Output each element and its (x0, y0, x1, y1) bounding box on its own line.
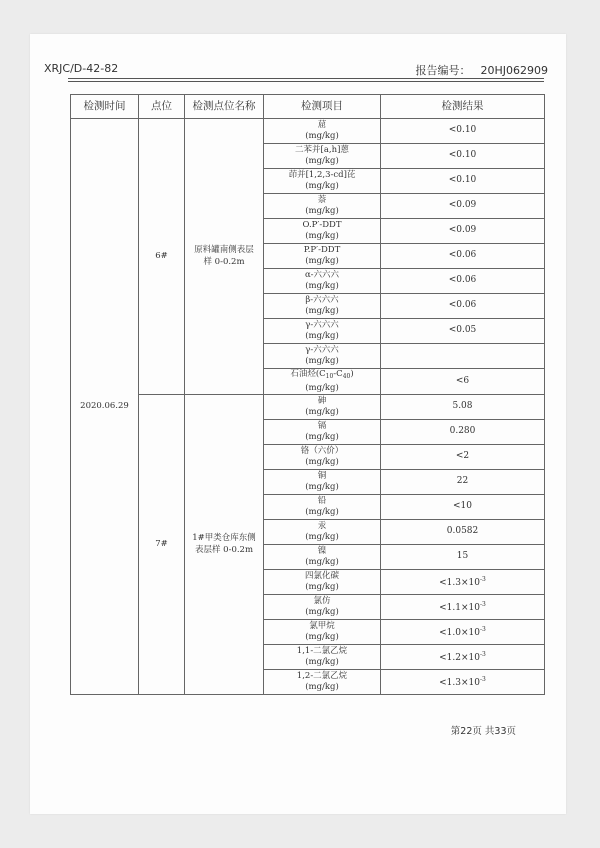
test-result-cell (381, 595, 545, 620)
test-item-cell (264, 244, 381, 269)
column-header-item: 检测项目 (264, 95, 381, 119)
item-name-text: -C (333, 369, 343, 379)
test-item-cell (264, 470, 381, 495)
test-item-unit: (mg/kg) (305, 607, 339, 617)
test-item-unit: (mg/kg) (305, 382, 339, 393)
point-cell: 6# (139, 119, 185, 395)
result-value: <0.06 (448, 250, 477, 261)
test-item-unit: (mg/kg) (305, 682, 339, 692)
test-result-cell (381, 244, 545, 269)
test-item-unit: (mg/kg) (305, 507, 339, 517)
test-item-cell (264, 420, 381, 445)
result-value: <0.09 (448, 225, 477, 236)
test-item-unit: (mg/kg) (305, 256, 339, 266)
test-item-unit: (mg/kg) (305, 156, 339, 166)
test-item-name (264, 345, 380, 357)
test-item-name (264, 646, 380, 658)
test-result-cell (381, 144, 545, 169)
test-result-cell (381, 645, 545, 670)
test-item-unit: (mg/kg) (305, 532, 339, 542)
result-value: <0.06 (448, 275, 477, 286)
result-value: 15 (456, 551, 469, 562)
result-value: <1.1×10 (439, 603, 480, 614)
test-item-name (264, 596, 380, 608)
test-result-cell (381, 670, 545, 695)
test-item-cell (264, 344, 381, 369)
test-item-name (264, 521, 380, 533)
result-value: <0.06 (448, 300, 477, 311)
item-name-text: 氯甲烷 (309, 620, 335, 631)
test-item-unit: (mg/kg) (305, 657, 339, 667)
table-row (71, 119, 545, 144)
result-value: 0.0582 (446, 526, 479, 537)
result-value: <1.3×10 (439, 678, 480, 689)
table-body (71, 119, 545, 695)
test-item-unit: (mg/kg) (305, 306, 339, 316)
test-result-cell (381, 445, 545, 470)
test-item-name (264, 245, 380, 257)
result-value: <0.09 (448, 200, 477, 211)
test-item-unit: (mg/kg) (305, 407, 339, 417)
test-item-unit: (mg/kg) (305, 356, 339, 366)
page-header (44, 62, 548, 82)
test-item-name (264, 120, 380, 132)
column-header-location: 检测点位名称 (185, 95, 264, 119)
result-value: 5.08 (452, 401, 473, 412)
results-table (70, 94, 545, 695)
item-name-text: γ-六六六 (305, 344, 339, 355)
item-name-text: O.P′-DDT (302, 219, 342, 230)
item-name-text: 四氯化碳 (304, 570, 339, 581)
test-item-unit: (mg/kg) (305, 231, 339, 241)
test-result-cell (381, 269, 545, 294)
test-item-name (264, 295, 380, 307)
test-item-unit: (mg/kg) (305, 432, 339, 442)
test-item-cell (264, 595, 381, 620)
result-exponent: -3 (480, 626, 486, 634)
column-header-time: 检测时间 (71, 95, 139, 119)
test-item-name (264, 195, 380, 207)
test-item-name (264, 421, 380, 433)
test-item-name (264, 471, 380, 483)
test-result-cell (381, 119, 545, 144)
item-name-text: 汞 (317, 520, 327, 531)
test-item-cell (264, 645, 381, 670)
test-item-name (264, 621, 380, 633)
item-name-text: α-六六六 (304, 269, 340, 280)
test-item-cell (264, 395, 381, 420)
item-subscript: 10 (325, 373, 334, 380)
item-name-text: 铜 (317, 470, 327, 481)
test-result-cell (381, 570, 545, 595)
test-result-cell (381, 545, 545, 570)
test-item-unit: (mg/kg) (305, 131, 339, 141)
result-exponent: -3 (480, 676, 486, 684)
test-result-cell (381, 420, 545, 445)
result-value: <10 (453, 501, 472, 512)
result-exponent: -3 (480, 651, 486, 659)
test-item-cell (264, 545, 381, 570)
test-item-cell (264, 219, 381, 244)
result-exponent: -3 (480, 601, 486, 609)
test-item-name (264, 571, 380, 583)
test-item-name (264, 446, 380, 458)
test-result-cell (381, 319, 545, 344)
table-row (71, 395, 545, 420)
page-number: 第22页 共33页 (450, 726, 516, 737)
test-item-unit: (mg/kg) (305, 632, 339, 642)
result-value: <0.05 (448, 325, 477, 336)
item-name-text: 铅 (317, 495, 327, 506)
test-item-unit: (mg/kg) (305, 557, 339, 567)
test-result-cell (381, 470, 545, 495)
report-number-label: 报告编号： (415, 64, 471, 77)
test-item-name (264, 671, 380, 683)
test-item-unit: (mg/kg) (305, 457, 339, 467)
item-name-text: 茚并[1,2,3-cd]芘 (288, 169, 356, 180)
test-item-unit: (mg/kg) (305, 281, 339, 291)
result-value: <1.3×10 (439, 578, 480, 589)
header-divider-secondary (68, 81, 544, 82)
result-value: <1.0×10 (439, 628, 480, 639)
item-name-text: 萘 (317, 194, 327, 205)
test-item-unit: (mg/kg) (305, 482, 339, 492)
test-item-unit: (mg/kg) (305, 181, 339, 191)
test-result-cell (381, 294, 545, 319)
report-number (415, 62, 548, 78)
test-item-cell (264, 169, 381, 194)
item-name-text: 镍 (317, 545, 327, 556)
test-item-cell (264, 445, 381, 470)
test-item-name (264, 145, 380, 157)
item-name-text: 1,1-二氯乙烷 (296, 645, 348, 656)
test-item-unit: (mg/kg) (305, 582, 339, 592)
test-item-cell (264, 369, 381, 395)
point-cell: 7# (139, 395, 185, 695)
test-item-name (264, 270, 380, 282)
item-name-text: β-六六六 (305, 294, 339, 305)
result-value: 0.280 (449, 426, 476, 437)
test-item-cell (264, 294, 381, 319)
table-header-row (71, 95, 545, 119)
test-item-name (264, 320, 380, 332)
result-exponent: -3 (480, 576, 486, 584)
result-value: <0.10 (448, 150, 477, 161)
test-item-cell (264, 194, 381, 219)
item-name-text: 1,2-二氯乙烷 (296, 670, 348, 681)
test-item-name (264, 369, 380, 383)
result-value: <0.10 (448, 175, 477, 186)
item-name-text: 石油烃(C (290, 369, 326, 379)
item-name-text: ) (350, 369, 354, 379)
test-item-name (264, 396, 380, 408)
test-item-name (264, 496, 380, 508)
test-result-cell (381, 520, 545, 545)
item-name-text: 䓛 (317, 119, 327, 130)
test-item-cell (264, 144, 381, 169)
test-result-cell (381, 344, 545, 369)
result-value: 22 (456, 476, 469, 487)
result-value: <6 (455, 375, 470, 386)
test-item-cell (264, 520, 381, 545)
test-result-cell (381, 169, 545, 194)
item-name-text: 氯仿 (313, 595, 331, 606)
result-value: <0.10 (448, 125, 477, 136)
column-header-point: 点位 (139, 95, 185, 119)
item-name-text: 镉 (317, 420, 327, 431)
test-item-unit: (mg/kg) (305, 206, 339, 216)
item-subscript: 40 (342, 373, 351, 380)
test-item-cell (264, 670, 381, 695)
result-value: <2 (455, 451, 470, 462)
location-cell: 1#甲类仓库东侧表层样 0-0.2m (185, 395, 264, 695)
test-item-cell (264, 620, 381, 645)
item-name-text: 二苯并[a,h]蒽 (295, 144, 349, 155)
item-name-text: P.P′-DDT (303, 244, 341, 255)
header-divider (68, 78, 544, 79)
test-item-cell (264, 495, 381, 520)
test-item-cell (264, 119, 381, 144)
result-value: <1.2×10 (439, 653, 480, 664)
test-item-name (264, 546, 380, 558)
location-cell: 原料罐南侧表层样 0-0.2m (185, 119, 264, 395)
item-name-text: γ-六六六 (305, 319, 339, 330)
column-header-result: 检测结果 (381, 95, 545, 119)
item-name-text: 铬（六价） (300, 445, 344, 456)
test-result-cell (381, 395, 545, 420)
test-result-cell (381, 194, 545, 219)
report-number-value: 20HJ062909 (480, 64, 548, 77)
test-item-cell (264, 319, 381, 344)
test-result-cell (381, 620, 545, 645)
test-result-cell (381, 495, 545, 520)
test-result-cell (381, 219, 545, 244)
test-item-cell (264, 570, 381, 595)
item-name-text: 砷 (317, 395, 327, 406)
test-item-cell (264, 269, 381, 294)
test-date-cell: 2020.06.29 (71, 119, 139, 695)
test-item-name (264, 220, 380, 232)
test-result-cell (381, 369, 545, 395)
test-item-name (264, 170, 380, 182)
test-item-unit: (mg/kg) (305, 331, 339, 341)
document-code: XRJC/D-42-82 (44, 62, 119, 75)
